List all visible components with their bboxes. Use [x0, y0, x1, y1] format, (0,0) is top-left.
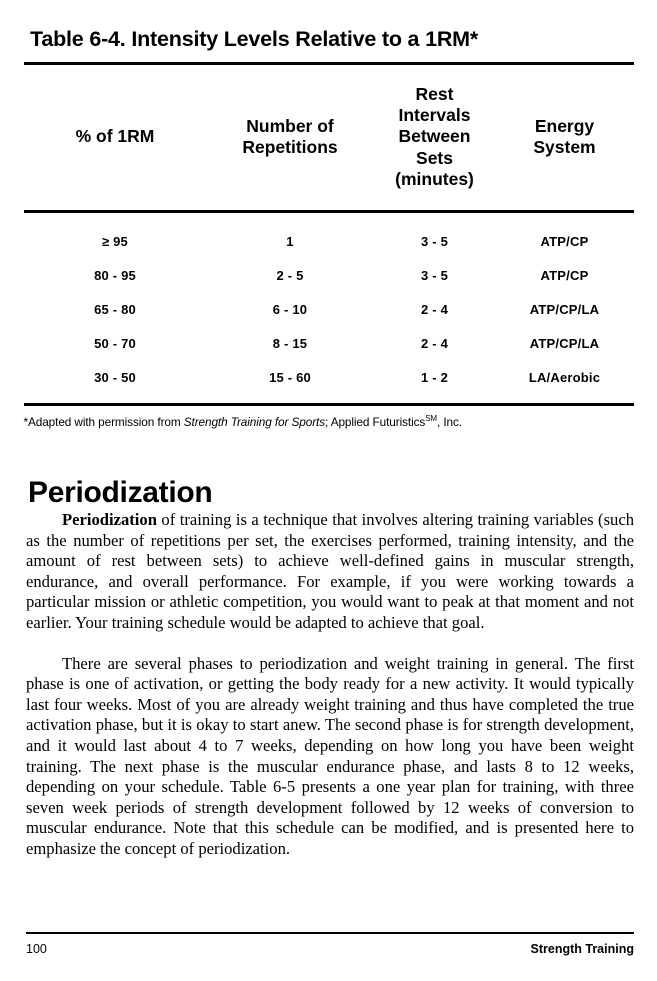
footnote-middle: ; Applied Futuristics: [325, 414, 426, 429]
cell-energy-system: ATP/CP/LA: [529, 336, 600, 352]
header-line: Repetitions: [242, 137, 338, 158]
paragraph-1: [26, 510, 634, 634]
footer-divider-rule: [26, 932, 634, 934]
table-header-row: [24, 65, 634, 210]
cell-percent-1rm: 65 - 80: [94, 302, 136, 318]
cell-percent-1rm: 30 - 50: [94, 370, 136, 386]
cell-energy-system: ATP/CP: [540, 234, 589, 250]
table-spacer-row: [24, 395, 634, 403]
spacer-cell: [24, 213, 207, 225]
table-row: [24, 259, 634, 293]
table-footnote: [24, 415, 634, 429]
cell-energy-system: ATP/CP/LA: [529, 302, 600, 318]
table-body: [24, 213, 634, 403]
header-line: Sets: [416, 147, 453, 168]
page-footer: [26, 942, 634, 956]
cell-percent-1rm: 80 - 95: [94, 268, 136, 284]
footnote-prefix: *Adapted with permission from: [23, 414, 184, 429]
footnote-source-title: Strength Training for Sports: [183, 414, 325, 429]
cell-rest-intervals: 1 - 2: [420, 370, 448, 386]
spacer-cell: [24, 395, 207, 403]
table-row: [24, 327, 634, 361]
section-heading-periodization: Periodization: [28, 476, 213, 510]
cell-repetitions: 8 - 15: [272, 336, 308, 352]
column-header-number-of-repetitions: [207, 65, 374, 210]
spacer-cell: [496, 395, 634, 403]
column-header-rest-intervals-between-sets: [374, 65, 496, 210]
spacer-cell: [207, 213, 374, 225]
cell-repetitions: 6 - 10: [272, 302, 308, 318]
cell-rest-intervals: 2 - 4: [420, 336, 448, 352]
header-line: Intervals: [398, 105, 471, 126]
body-copy: [26, 510, 634, 860]
cell-energy-system: ATP/CP: [540, 268, 589, 284]
table-title: Table 6-4. Intensity Levels Relative to a 1RM*: [30, 27, 479, 51]
intensity-table-block: [0, 0, 657, 429]
header-line: % of 1RM: [75, 126, 155, 147]
header-line: Rest: [415, 83, 454, 104]
paragraph-2: [26, 654, 634, 860]
table-bottom-rule: [24, 403, 634, 406]
header-line: Energy: [534, 115, 595, 136]
cell-repetitions: 1: [286, 234, 294, 250]
cell-rest-intervals: 3 - 5: [420, 234, 448, 250]
paragraph-text: of training is a technique that involves altering training variables (such as the number of repetitions per set, the exercises performed, training intensity, and the amount of rest between sets) to achieve well-defined gains in muscular strength, endurance, and overall performance. For example, if you were working towards a particular mission or athletic competition, you would want to peak at that moment and not earlier. Your training schedule would be adapted to achieve that goal.: [26, 510, 634, 632]
header-line: System: [533, 137, 596, 158]
column-header-energy-system: [496, 65, 634, 210]
table-row: [24, 293, 634, 327]
table-spacer-row: [24, 213, 634, 225]
spacer-cell: [496, 213, 634, 225]
intensity-table-body: [24, 213, 634, 403]
table-row: [24, 225, 634, 259]
footnote-suffix: , Inc.: [437, 414, 462, 429]
spacer-cell: [374, 395, 496, 403]
header-line: Between: [398, 126, 471, 147]
paragraph-lead-term: Periodization: [62, 510, 157, 529]
footer-book-title: Strength Training: [530, 942, 634, 956]
cell-percent-1rm: ≥ 95: [101, 234, 128, 250]
column-header-percent-1rm: [24, 65, 207, 210]
cell-percent-1rm: 50 - 70: [94, 336, 136, 352]
cell-repetitions: 15 - 60: [269, 370, 311, 386]
table-row: [24, 361, 634, 395]
cell-repetitions: 2 - 5: [276, 268, 304, 284]
cell-energy-system: LA/Aerobic: [528, 370, 601, 386]
paragraph-text: There are several phases to periodization and weight training in general. The first phase is one of activation, or getting the body ready for a new activity. It would typically last four weeks. Most of you are already weight training and thus have completed the true activation phase, but it is okay to start anew. The second phase is for strength development, and it would last about 4 to 7 weeks, depending on how long you have been weight training. The next phase is the muscular endurance phase, and lasts 8 to 12 weeks, depending on your schedule. Table 6-5 presents a one year plan for training, with three seven week periods of strength development followed by 12 weeks of conversion to muscular endurance. Note that this schedule can be modified, and is presented here to emphasize the concept of periodization.: [26, 653, 634, 858]
spacer-cell: [374, 213, 496, 225]
intensity-table: [24, 65, 634, 210]
header-line: (minutes): [395, 169, 474, 190]
spacer-cell: [207, 395, 374, 403]
cell-rest-intervals: 3 - 5: [420, 268, 448, 284]
table-header-row-group: [24, 65, 634, 210]
header-line: Number of: [246, 115, 334, 136]
footer-page-number: 100: [26, 942, 47, 956]
footnote-service-mark: SM: [425, 413, 437, 423]
cell-rest-intervals: 2 - 4: [420, 302, 448, 318]
